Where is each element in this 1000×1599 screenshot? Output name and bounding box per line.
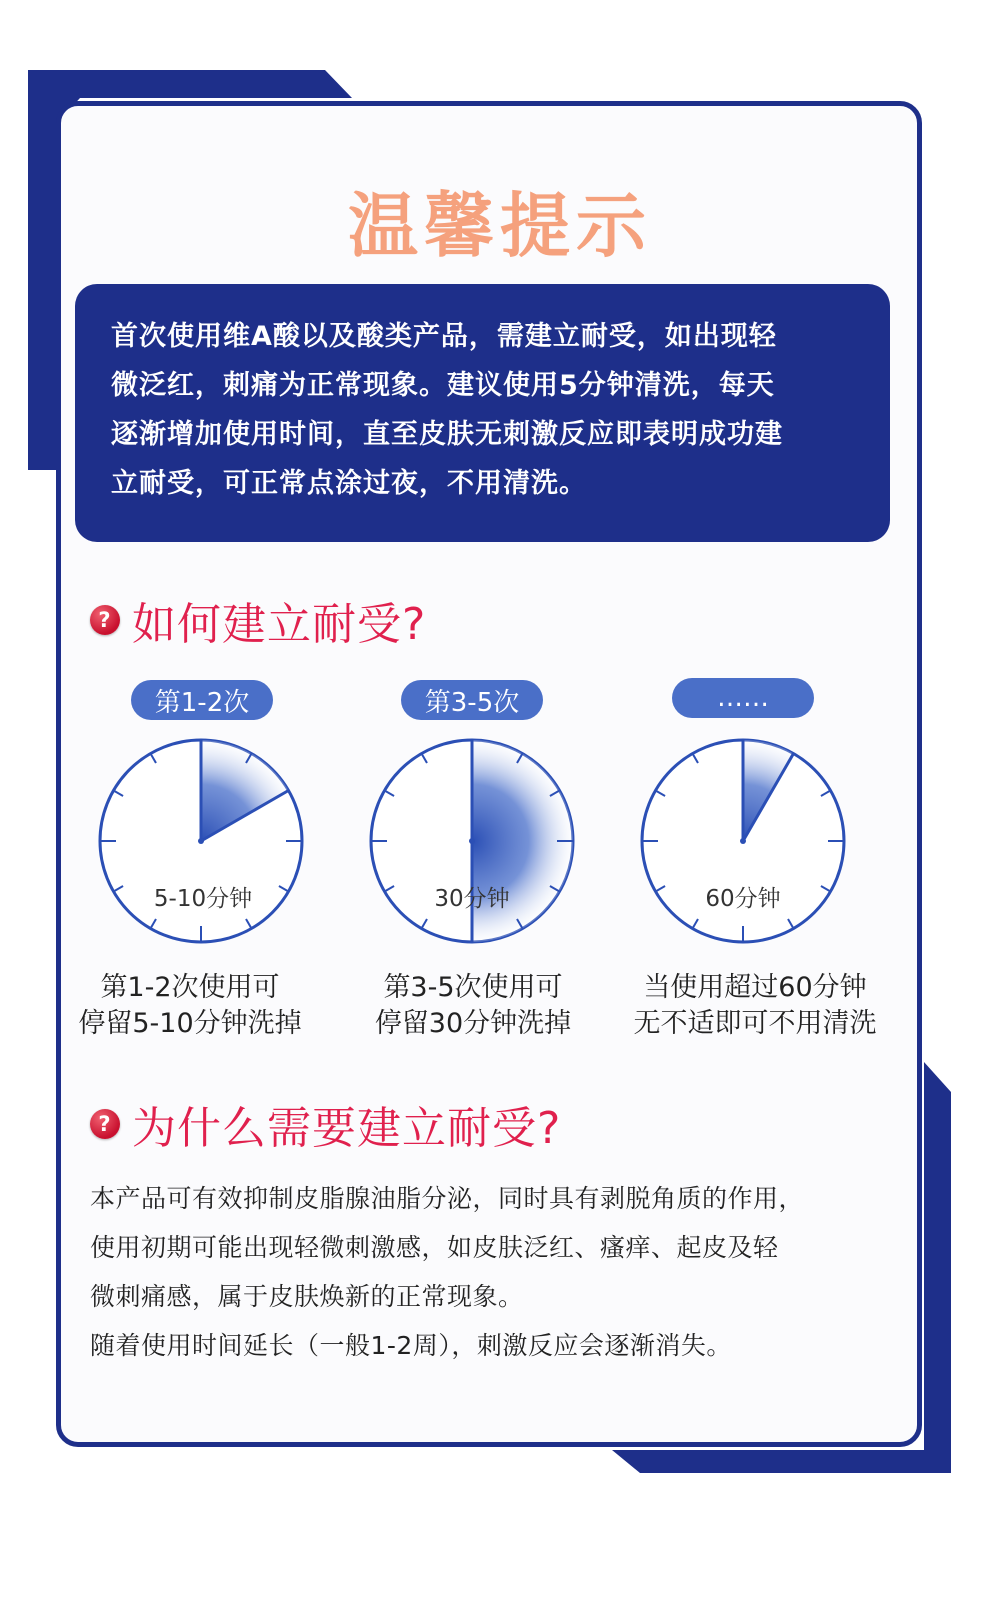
why-line: 使用初期可能出现轻微刺激感，如皮肤泛红、瘙痒、起皮及轻 <box>90 1233 779 1262</box>
question-icon: ? <box>90 605 120 635</box>
step-pill-1: 第1-2次 <box>131 680 273 720</box>
why-line: 随着使用时间延长（一般1-2周），刺激反应会逐渐消失。 <box>90 1331 732 1360</box>
notice-line: 逐渐增加使用时间，直至皮肤无刺激反应即表明成功建 <box>111 419 783 450</box>
question-icon: ? <box>90 1109 120 1139</box>
step-caption-2 <box>323 970 623 1042</box>
how-section-heading <box>90 590 426 650</box>
step-pill-3: …… <box>672 678 814 718</box>
clock-icon-2 <box>365 734 579 948</box>
clock-icon-3 <box>636 734 850 948</box>
notice-line: 立耐受，可正常点涂过夜，不用清洗。 <box>111 468 587 499</box>
why-section-heading <box>90 1094 561 1154</box>
clock-label-2: 30分钟 <box>434 886 510 912</box>
clock-center <box>740 838 746 844</box>
caption-line: 停留30分钟洗掉 <box>374 1008 572 1039</box>
why-line: 微刺痛感，属于皮肤焕新的正常现象。 <box>90 1282 524 1311</box>
caption-line: 停留5-10分钟洗掉 <box>78 1008 302 1039</box>
why-explanation <box>90 1174 890 1370</box>
caption-line: 无不适即可不用清洗 <box>633 1008 877 1039</box>
clock-label-1: 5-10分钟 <box>153 886 253 912</box>
step-pill-2: 第3-5次 <box>401 680 543 720</box>
page-title: 温馨提示 <box>348 185 652 267</box>
clock-center <box>198 838 204 844</box>
notice-box <box>75 284 890 542</box>
step-caption-1 <box>40 970 340 1042</box>
caption-line: 第3-5次使用可 <box>383 972 563 1003</box>
clock-center <box>469 838 475 844</box>
why-section-title: 为什么需要建立耐受? <box>132 1103 562 1154</box>
step-caption-3 <box>605 970 905 1042</box>
clock-icon-1 <box>94 734 308 948</box>
notice-line: 微泛红，刺痛为正常现象。建议使用5分钟清洗，每天 <box>111 370 775 401</box>
why-line: 本产品可有效抑制皮脂腺油脂分泌，同时具有剥脱角质的作用， <box>90 1184 805 1213</box>
caption-line: 当使用超过60分钟 <box>643 972 867 1003</box>
how-section-title: 如何建立耐受? <box>132 599 427 650</box>
clock-label-3: 60分钟 <box>705 886 781 912</box>
caption-line: 第1-2次使用可 <box>100 972 280 1003</box>
notice-line: 首次使用维A酸以及酸类产品，需建立耐受，如出现轻 <box>111 321 777 352</box>
